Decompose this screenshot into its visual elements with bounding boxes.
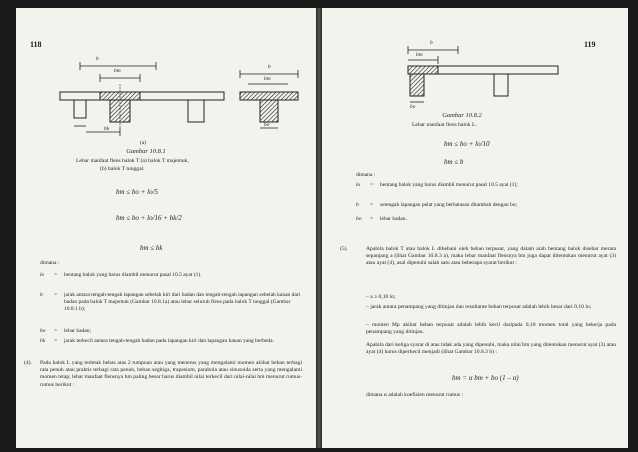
figure-caption: Lebar manfaat flens balok L. (412, 122, 477, 128)
label-bo: bo (410, 104, 416, 110)
paragraph-after-conditions: Apabila dari ketiga syarat di atas tidak ada yang dipenuhi, maka nilai bm yang ditentukan menurut ayat (3) atau ayat (4) harus diperkecil menjadi (lihat Gambar 10.8.3 b) : (366, 342, 616, 356)
figure-lbeam (322, 8, 628, 118)
definition-item: bk = jarak terkecil antara tengah-tengah badan pada lapangan kiri dan lapangan kanan yang berbeda. (40, 338, 274, 344)
definition-item: bo = lebar badan. (356, 216, 407, 222)
definition-item: lo = bentang balok yang harus diambil menurut pasal 10.5 ayat (1); (356, 182, 518, 188)
paragraph-5-number: (5). (340, 246, 348, 252)
formula-3: bm ≤ bk (140, 244, 163, 252)
label-bo-b: bo (264, 122, 270, 128)
definition-item: b = setengah lapangan pelat yang berbatasan ditambah dengan bo; (356, 202, 517, 208)
paragraph-4: Pada balok L yang terletak bebas atas 2 tumpuan atau yang menerus yang mengalami momen akibat beban terbagi rata penuh atau praktis terbagi rata penuh, beban segitiga, trapesium, parabola atau sinusoida serta yang mengalami momen tetap, lebar manfaat flensnya bm paling besar harus diambil nilai terkecil dari nilai-nilai bm menurut rumus-rumus berikut : (40, 360, 302, 388)
label-b-a: b (96, 56, 99, 62)
formula-2: bm ≤ b (444, 158, 464, 166)
definition-item: lo = bentang balok yang harus diambil menurut pasal 10.5 ayat (1). (40, 272, 202, 278)
figure-sublabel: (a) (140, 140, 146, 146)
diagram-a (60, 62, 224, 136)
condition-item: – jarak antara penampang yang ditinjau dan resultante beban terpusat adalah lebih besar dari 0,10 lo; (366, 304, 592, 310)
label-bm-b: bm (264, 76, 271, 82)
label-b-b: b (268, 64, 271, 70)
page-number: 118 (30, 40, 42, 49)
paragraph-5: Apabila balok T atau balok L dibebani oleh beban terpusat, yang dalam arah bentang balok disebar merata sepanjang a (lihat Gambar 10.8.3 a), maka lebar manfaat flensnya bm juga dapat ditentukan menurut ayat (3) atau ayat (4), asal dipenuhi salah satu atau beberapa syarat berikut : (366, 246, 616, 267)
definition-item: b = jarak antara tengah-tengah lapangan sebelah kiri dari badan dan tengah-tengah lapangan sebelah kanan dari badan pada balok T majemuk (Gambar 10.8.1a) atau lebar seluruh flens pada balok T tunggal (Gambar 10.8.1 b); (40, 292, 301, 312)
figure-caption-2: (b) balok T tunggal. (100, 166, 145, 172)
condition-item: – a ≥ 0,10 lo; (366, 294, 396, 300)
page-number: 119 (584, 40, 596, 49)
label-bk-a: bk (104, 126, 110, 132)
definition-item: bo = lebar badan; (40, 328, 92, 334)
closing-text: dimana α adalah koefisien menurut rumus : (366, 392, 464, 398)
condition-item: – momen Mp akibat beban terpusat adalah lebih kecil daripada 0,10 momen total yang bekerja pada penampang yang ditinjau. (366, 322, 616, 336)
figure-title: Gambar 10.8.1 (126, 148, 166, 155)
label-bm: bm (416, 52, 423, 58)
formula-3: bm = α bm + bo (1 – α) (452, 374, 519, 382)
left-page (16, 8, 316, 448)
label-b: b (430, 40, 433, 46)
formula-1: bm ≤ bo + lo/10 (444, 140, 490, 148)
label-bm-a: bm (114, 68, 121, 74)
figure-title: Gambar 10.8.2 (442, 112, 482, 119)
formula-1: bm ≤ bo + lo/5 (116, 188, 159, 196)
formula-2: bm ≤ bo + lo/16 + bk/2 (116, 214, 182, 222)
dimana-label: dimana : (40, 260, 60, 266)
figure-caption-1: Lebar manfaat flens balok T (a) balok T majemuk, (76, 158, 189, 164)
dimana-label: dimana : (356, 172, 376, 178)
figure-tbeam (16, 8, 316, 148)
paragraph-4-number: (4). (24, 360, 32, 366)
right-page (322, 8, 628, 448)
